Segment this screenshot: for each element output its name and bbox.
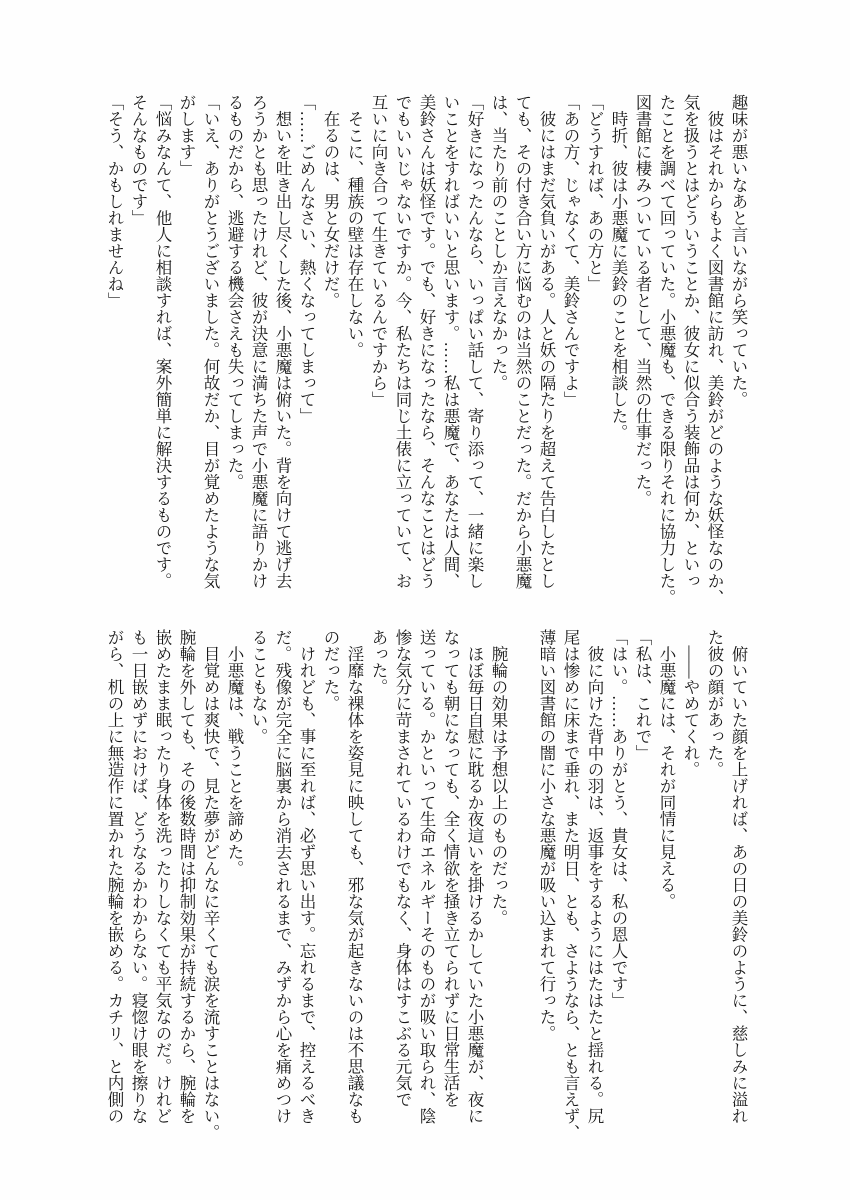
- text-block-top: [102, 94, 750, 610]
- text-column: ――やめてくれ。: [681, 629, 700, 778]
- text-column: 「あの方、じゃなくて、美鈴さんですよ」: [561, 94, 580, 408]
- text-column: 彼に向けた背中の羽は、返事をするようにはたはたと揺れる。尻: [585, 629, 604, 1124]
- text-column: 惨な気分に苛まされているわけでもなく、身体はすこぶる元気で: [393, 629, 412, 1108]
- text-column: 送っている。かといって生命エネルギーそのものが吸い取られ、陰: [417, 629, 436, 1124]
- text-column: 尾は惨めに床まで垂れ、また明日、とも、さようなら、とも言えず、: [561, 629, 580, 1141]
- text-column: ほぼ毎日自慰に耽るか夜這いを掛けるかしていた小悪魔が、夜に: [465, 629, 484, 1124]
- text-column: 想いを吐き出し尽くした後、小悪魔は俯いた。背を向けて逃げ去: [273, 94, 292, 589]
- text-column: がら、机の上に無造作に置かれた腕輪を嵌める。カチリ、と内側の: [105, 629, 124, 1124]
- text-column: ろうかとも思ったけれど、彼が決意に満ちた声で小悪魔に語りかけ: [249, 94, 268, 589]
- text-column: 「悩みなんて、他人に相談すれば、案外簡単に解決するものです。: [153, 94, 172, 589]
- text-column: たことを調べて回っていた。小悪魔も、できる限りそれに協力した。: [657, 94, 676, 606]
- text-column: も一日嵌めずにおけば、どうなるかわからない。寝惚け眼を擦りな: [129, 629, 148, 1124]
- text-column: がします」: [177, 94, 196, 177]
- text-column: 腕輪を外しても、その後数時間は抑制効果が持続するから、腕輪を: [177, 629, 196, 1124]
- text-column: 「そう、かもしれませんね」: [105, 94, 124, 309]
- text-column: 趣味が悪いなあと言いながら笑っていた。: [729, 94, 748, 408]
- text-column: 在るのは、男と女だけだ。: [321, 94, 340, 309]
- text-column: 小悪魔は、戦うことを諦めた。: [225, 629, 244, 877]
- text-column: そんなものです」: [129, 94, 148, 226]
- text-column: は、当たり前のことしか言えなかった。: [489, 94, 508, 391]
- text-column: 彼にはまだ気負いがある。人と妖の隔たりを超えて告白したとし: [537, 94, 556, 589]
- text-block-bottom: [102, 629, 750, 1165]
- text-column: 「はい。……ありがとう、貴女は、私の恩人です」: [609, 629, 628, 1009]
- text-column: 小悪魔には、それが同情に見える。: [657, 629, 676, 910]
- text-column: 互いに向き合って生きているんですから」: [369, 94, 388, 408]
- text-column: 気を扱うとはどういうことか、彼女に似合う装飾品は何か、といっ: [681, 94, 700, 589]
- text-column: ることもない。: [249, 629, 268, 745]
- text-column: けれども、事に至れば、必ず思い出す。忘れるまで、控えるべき: [297, 629, 316, 1124]
- text-column: 美鈴さんは妖怪です。でも、好きになったなら、そんなことはどう: [417, 94, 436, 589]
- text-column: 「いえ、ありがとうございました。何故だか、目が覚めたような気: [201, 94, 220, 589]
- text-column: 腕輪の効果は予想以上のものだった。: [489, 629, 508, 926]
- text-column: のだった。: [321, 629, 340, 712]
- text-column: そこに、種族の壁は存在しない。: [345, 94, 364, 358]
- text-column: なっても朝になっても、全く情欲を掻き立てられずに日常生活を: [441, 629, 460, 1108]
- text-column: 嵌めたまま眠ったり身体を洗ったりしなくても平気なのだ。けれど: [153, 629, 172, 1124]
- text-column: だ。残像が完全に脳裏から消去されるまで、みずから心を痛めつけ: [273, 629, 292, 1124]
- text-column: でもいいじゃないですか。今、私たちは同じ土俵に立っていて、お: [393, 94, 412, 589]
- text-column: 「私は、これで」: [633, 629, 652, 761]
- text-column: 俯いていた顔を上げれば、あの日の美鈴のように、慈しみに溢れ: [729, 629, 748, 1124]
- text-column: 淫靡な裸体を姿見に映しても、邪な気が起きないのは不思議なも: [345, 629, 364, 1124]
- text-column: 「……ごめんなさい、熱くなってしまって」: [297, 94, 316, 424]
- text-column: 「どうすれば、あの方と」: [585, 94, 604, 292]
- text-column: た彼の顔があった。: [705, 629, 724, 778]
- text-column: 図書館に棲みついている者として、当然の仕事だった。: [633, 94, 652, 507]
- text-column: 「好きになったんなら、いっぱい話して、寄り添って、一緒に楽し: [465, 94, 484, 589]
- text-column: 彼はそれからもよく図書館に訪れ、美鈴がどのような妖怪なのか、: [705, 94, 724, 606]
- scene-break-blank-column: [510, 629, 534, 1165]
- text-column: 時折、彼は小悪魔に美鈴のことを相談した。: [609, 94, 628, 441]
- text-column: 目覚めは爽快で、見た夢がどんなに辛くても涙を流すことはない。: [201, 629, 220, 1141]
- text-column: ても、その付き合い方に悩むのは当然のことだった。だから小悪魔: [513, 94, 532, 589]
- text-column: あった。: [369, 629, 388, 695]
- text-column: 薄暗い図書館の闇に小さな悪魔が吸い込まれて行った。: [537, 629, 556, 1042]
- text-column: るものだから、逃避する機会さえも失ってしまった。: [225, 94, 244, 490]
- text-column: いことをすればいいと思います。……私は悪魔で、あなたは人間、: [441, 94, 460, 589]
